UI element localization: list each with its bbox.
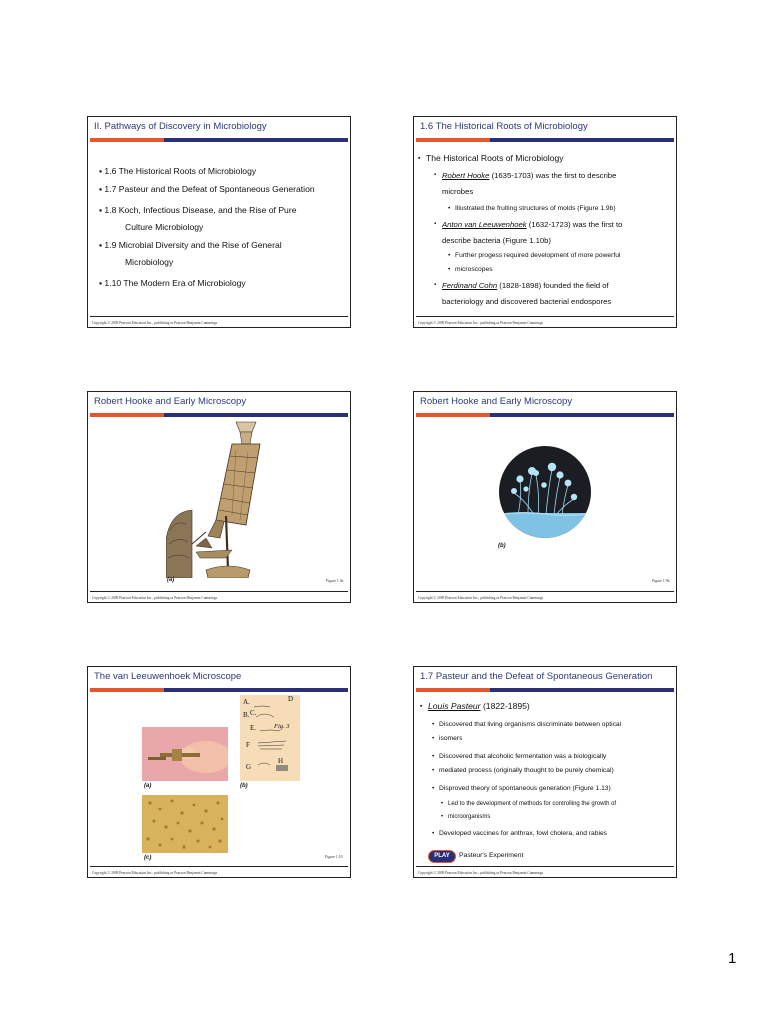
hooke-link: Robert Hooke	[442, 171, 490, 180]
list-item: • mediated process (originally thought to be purely chemical)	[439, 764, 614, 777]
list-item: • Illustrated the fruiting structures of molds (Figure 1.9b)	[455, 202, 616, 215]
title-bar	[416, 138, 674, 142]
title-bar	[90, 413, 348, 417]
panel-label: (b)	[498, 543, 506, 549]
title-bar	[90, 138, 348, 142]
list-item: ▪ Robert Hooke (1635-1703) was the first to describe	[442, 168, 616, 183]
title-bar	[416, 413, 674, 417]
list-item: describe bacteria (Figure 1.10b)	[442, 236, 551, 245]
copyright: Copyright © 2009 Pearson Education Inc., publishing as Pearson Benjamin Cummings	[92, 596, 218, 600]
slide-leeuwenhoek-microscope	[87, 666, 351, 878]
pasteur-link: Louis Pasteur	[428, 701, 481, 711]
copyright: Copyright © 2009 Pearson Education Inc., publishing as Pearson Benjamin Cummings	[418, 321, 544, 325]
list-item: • Disproved theory of spontaneous generation (Figure 1.13)	[439, 782, 611, 795]
leeuwenhoek-link: Anton van Leeuwenhoek	[442, 220, 527, 229]
footer-line	[416, 316, 674, 317]
copyright: Copyright © 2009 Pearson Education Inc., publishing as Pearson Benjamin Cummings	[418, 871, 544, 875]
figure-label: Figure 1.9a	[326, 579, 344, 583]
mold-illustration-image	[498, 445, 592, 539]
footer-line	[90, 591, 348, 592]
slide-title: Robert Hooke and Early Microscopy	[94, 396, 247, 407]
drawing-letter: D	[288, 695, 294, 703]
copyright: Copyright © 2009 Pearson Education Inc., publishing as Pearson Benjamin Cummings	[92, 321, 218, 325]
hooke-microscope-image	[166, 420, 266, 578]
drawing-note: Fig. 3	[274, 723, 290, 730]
cohn-link: Ferdinand Cohn	[442, 281, 498, 290]
slide-pasteur	[413, 666, 677, 878]
page-number: 1	[728, 950, 737, 967]
title-bar	[416, 688, 674, 692]
slide-hooke-molds	[413, 391, 677, 603]
list-item: bacteriology and discovered bacterial endospores	[442, 297, 612, 306]
panel-label: (b)	[240, 783, 248, 789]
play-caption[interactable]: Pasteur's Experiment	[459, 852, 524, 859]
list-item: • microscopes	[455, 263, 493, 276]
slide-pathways	[87, 116, 351, 328]
play-button[interactable]	[428, 850, 456, 863]
list-item: ▪ The Historical Roots of Microbiology	[426, 150, 564, 167]
list-item: • Led to the development of methods for controlling the growth of	[448, 798, 616, 811]
list-item: microbes	[442, 187, 474, 196]
list-item: ▪ Louis Pasteur (1822-1895)	[428, 698, 530, 715]
list-item: Culture Microbiology	[125, 222, 204, 232]
slide-historical-roots	[413, 116, 677, 328]
figure-label: Figure 1.10	[325, 855, 343, 859]
panel-label: (a)	[167, 577, 175, 583]
drawing-letter: C.	[250, 709, 257, 717]
list-item: ▪ Anton van Leeuwenhoek (1632-1723) was the first to	[442, 217, 622, 232]
hand-microscope-photo	[142, 727, 228, 781]
list-item: • Discovered that alcoholic fermentation was a biologically	[439, 750, 606, 763]
panel-label: (c)	[144, 855, 152, 861]
list-item: ▪ Ferdinand Cohn (1828-1898) founded the field of	[442, 278, 609, 293]
list-item: Microbiology	[125, 257, 174, 267]
slide-title: 1.7 Pasteur and the Defeat of Spontaneous Generation	[420, 671, 653, 682]
list-item: • Discovered that living organisms discriminate between optical	[439, 718, 621, 731]
list-item: • isomers	[439, 732, 462, 745]
list-item: • Further progess required development of more powerful	[455, 249, 620, 262]
bacteria-micrograph	[142, 795, 228, 853]
list-item: • microorganisms	[448, 811, 490, 824]
footer-line	[416, 591, 674, 592]
slide-title: The van Leeuwenhoek Microscope	[94, 671, 242, 682]
slide-hooke-microscope	[87, 391, 351, 603]
drawing-letter: A.	[243, 698, 250, 706]
copyright: Copyright © 2009 Pearson Education Inc., publishing as Pearson Benjamin Cummings	[92, 871, 218, 875]
drawing-letter: G	[246, 763, 252, 771]
play-label: PLAY	[434, 853, 450, 859]
drawing-letter: F	[246, 741, 250, 749]
drawing-letter: H	[278, 757, 284, 765]
title-bar	[90, 688, 348, 692]
list-item: ▪ 1.10 The Modern Era of Microbiology	[99, 278, 246, 288]
footer-line	[90, 866, 348, 867]
list-item: ▪ 1.9 Microbial Diversity and the Rise of General	[99, 240, 282, 250]
list-item: ▪ 1.6 The Historical Roots of Microbiology	[99, 166, 257, 176]
footer-line	[90, 316, 348, 317]
figure-label: Figure 1.9b	[652, 579, 670, 583]
footer-line	[416, 866, 674, 867]
drawing-letter: B.	[243, 711, 250, 719]
slide-title: Robert Hooke and Early Microscopy	[420, 396, 573, 407]
panel-label: (a)	[144, 783, 152, 789]
copyright: Copyright © 2009 Pearson Education Inc., publishing as Pearson Benjamin Cummings	[418, 596, 544, 600]
list-item: ▪ 1.7 Pasteur and the Defeat of Spontaneous Generation	[99, 184, 315, 194]
list-item: • Developed vaccines for anthrax, fowl cholera, and rabies	[439, 827, 607, 840]
slide-title: II. Pathways of Discovery in Microbiology	[94, 121, 267, 132]
slide-title: 1.6 The Historical Roots of Microbiology	[420, 121, 588, 132]
drawing-letter: E.	[250, 724, 257, 732]
list-item: ▪ 1.8 Koch, Infectious Disease, and the Rise of Pure	[99, 205, 297, 215]
